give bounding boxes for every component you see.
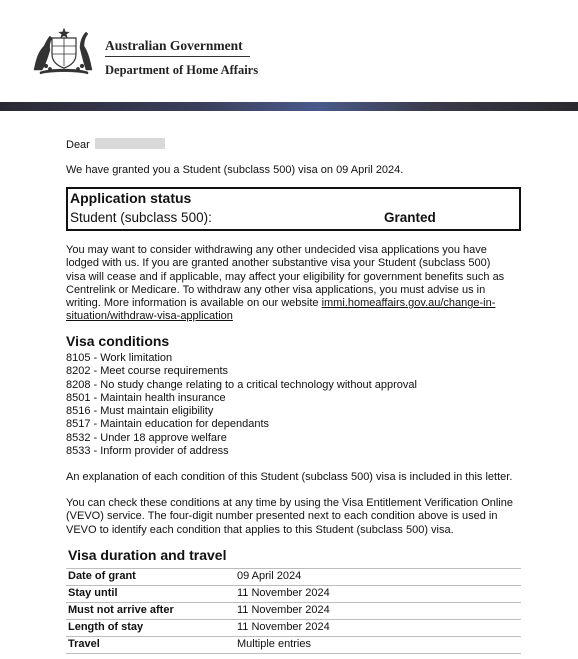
header-band [0, 102, 578, 111]
row-label: Stay until [66, 586, 235, 603]
table-row [66, 603, 521, 620]
condition-item: 8532 - Under 18 approve welfare [66, 431, 227, 444]
status-title: Application status [70, 190, 192, 206]
row-value: Multiple entries [235, 637, 521, 654]
condition-item: 8517 - Maintain education for dependants [66, 418, 270, 431]
condition-item: 8501 - Maintain health insurance [66, 391, 226, 404]
redacted-name [95, 138, 165, 149]
withdraw-paragraph [66, 244, 512, 324]
withdraw-text: You may want to consider withdrawing any other undecided visa applications you have lodged with us. If you are granted another substantive visa your Student (subclass 500) visa will cease and if applicable, may affect your eligibility for government benefits such as Centrelink or Medicare. To withdraw any other visa applications, you must advise us in writing. More information is available on our website [66, 244, 505, 310]
header-divider [105, 56, 250, 57]
row-value: 11 November 2024 [235, 586, 521, 603]
row-value: 11 November 2024 [235, 620, 521, 637]
salutation [66, 138, 165, 152]
withdraw-link[interactable]: immi.homeaffairs.gov.au/change-in-situation/withdraw-visa-application [66, 297, 496, 323]
table-row [66, 637, 521, 654]
grant-sentence: We have granted you a Student (subclass 500) visa on 09 April 2024. [66, 164, 404, 176]
row-label: Must not arrive after [66, 603, 235, 620]
row-label: Date of grant [66, 569, 235, 586]
status-value: Granted [384, 210, 436, 225]
letterhead [0, 0, 578, 104]
table-row [66, 586, 521, 603]
conditions-explanation: An explanation of each condition of this Student (subclass 500) visa is included in this letter. [66, 471, 513, 483]
condition-item: 8105 - Work limitation [66, 352, 173, 364]
row-value: 09 April 2024 [235, 569, 521, 586]
condition-item: 8208 - No study change relating to a critical technology without approval [66, 378, 417, 391]
coat-of-arms-icon [30, 26, 98, 76]
row-label: Length of stay [66, 620, 235, 637]
table-row [66, 620, 521, 637]
status-visa: Student (subclass 500): [70, 210, 212, 225]
conditions-title: Visa conditions [66, 333, 170, 349]
vevo-paragraph: You can check these conditions at any time by using the Visa Entitlement Verification Online (VEVO) service. The four-digit number presented next to each condition above is used in VEVO to identify each condition that applies to this Student (subclass 500) visa. [66, 497, 513, 536]
condition-item: 8533 - Inform provider of address [66, 445, 229, 458]
duration-table [66, 568, 521, 654]
table-row [66, 569, 521, 586]
duration-title: Visa duration and travel [68, 547, 227, 563]
conditions-list [66, 352, 417, 458]
condition-item: 8516 - Must maintain eligibility [66, 405, 214, 418]
department-name: Department of Home Affairs [105, 63, 259, 77]
salutation-text: Dear [66, 139, 90, 151]
row-value: 11 November 2024 [235, 603, 521, 620]
application-status-box [66, 187, 521, 231]
government-name: Australian Government [105, 38, 243, 53]
condition-item: 8202 - Meet course requirements [66, 365, 229, 378]
row-label: Travel [66, 637, 235, 654]
